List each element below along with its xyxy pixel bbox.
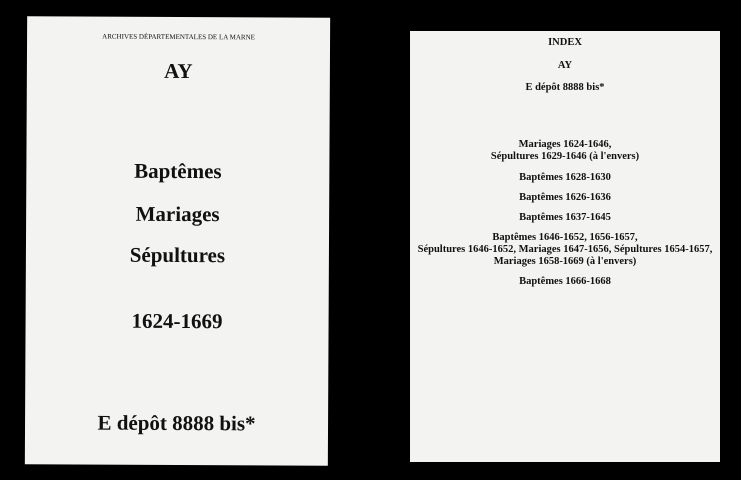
index-town: AY: [557, 60, 573, 71]
index-entry: [410, 172, 720, 184]
index-entry: [410, 192, 720, 204]
index-entry: [410, 232, 720, 268]
entry-line: Baptêmes 1637-1645: [519, 212, 611, 223]
entry-line: Sépultures 1629-1646 (à l'envers): [490, 151, 640, 162]
entry-line: Baptêmes 1628-1630: [519, 172, 611, 183]
title-page: [25, 16, 330, 466]
index-title: INDEX: [548, 37, 582, 48]
cote: E dépôt 8888 bis*: [97, 410, 256, 436]
index-cote: E dépôt 8888 bis*: [525, 82, 605, 93]
entry-line: Baptêmes 1666-1668: [519, 276, 611, 287]
entry-line: Mariages 1624-1646,: [518, 139, 612, 150]
index-entry: [410, 139, 720, 163]
entry-line: Mariages 1658-1669 (à l'envers): [493, 256, 637, 267]
index-entry: [410, 212, 720, 224]
entry-line: Baptêmes 1646-1652, 1656-1657,: [492, 232, 638, 243]
index-page: [410, 31, 720, 462]
entry-line: Baptêmes 1626-1636: [519, 192, 611, 203]
town-name: AY: [164, 58, 193, 84]
record-type-baptemes: Baptêmes: [134, 158, 222, 184]
archive-header: ARCHIVES DÉPARTEMENTALES DE LA MARNE: [102, 32, 255, 42]
record-type-sepultures: Sépultures: [129, 242, 226, 268]
year-range: 1624-1669: [131, 308, 223, 334]
index-entry: [410, 276, 720, 288]
record-type-mariages: Mariages: [135, 201, 220, 227]
entry-line: Sépultures 1646-1652, Mariages 1647-1656, Sépultures 1654-1657,: [417, 244, 713, 255]
